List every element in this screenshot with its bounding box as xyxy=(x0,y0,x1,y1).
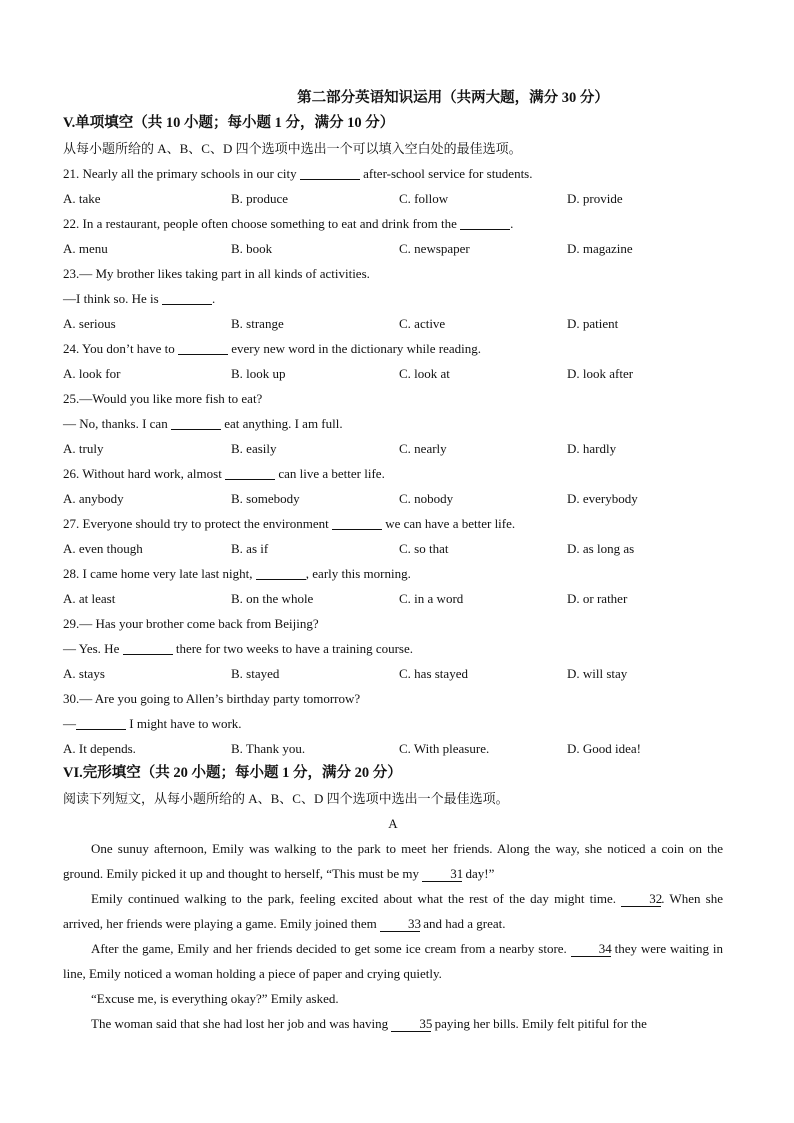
stem-text: , early this morning. xyxy=(305,566,411,581)
passage-label: A xyxy=(388,816,398,831)
question-stem xyxy=(63,636,723,661)
stem-text: 28. I came home very late last night, xyxy=(63,566,256,581)
question-stem xyxy=(63,461,723,486)
part-title: 第二部分英语知识运用（共两大题，满分 30 分） xyxy=(297,90,609,106)
option-a: A. serious xyxy=(63,316,116,331)
answer-blank xyxy=(332,515,382,530)
stem-text: 21. Nearly all the primary schools in our city xyxy=(63,166,300,181)
stem-text: —I think so. He is xyxy=(63,291,162,306)
question-prompt: 29.— Has your brother come back from Beijing? xyxy=(63,616,319,631)
question-stem xyxy=(63,411,723,436)
stem-text: 24. You don’t have to xyxy=(63,341,178,356)
blank-31: 31 xyxy=(422,866,462,882)
option-d: D. look after xyxy=(567,366,634,381)
option-c: C. has stayed xyxy=(399,666,468,681)
paragraph-text: The woman said that she had lost her job and was having xyxy=(91,1016,392,1031)
option-row xyxy=(63,661,723,686)
option-b: B. look up xyxy=(231,366,286,381)
section-5-instruction: 从每小题所给的 A、B、C、D 四个选项中选出一个可以填入空白处的最佳选项。 xyxy=(63,141,522,156)
option-c: C. so that xyxy=(399,541,449,556)
stem-text: I might have to work. xyxy=(126,716,242,731)
option-c: C. nearly xyxy=(399,441,447,456)
question-26 xyxy=(63,461,723,511)
question-27 xyxy=(63,511,723,561)
option-c: C. in a word xyxy=(399,591,464,606)
answer-blank xyxy=(460,215,510,230)
blank-34: 34 xyxy=(571,941,611,957)
option-row xyxy=(63,361,723,386)
paragraph-text: day!” xyxy=(462,866,495,881)
option-b: B. as if xyxy=(231,541,269,556)
option-a: A. menu xyxy=(63,241,108,256)
stem-text: can live a better life. xyxy=(275,466,385,481)
section-6-instruction: 阅读下列短文，从每小题所给的 A、B、C、D 四个选项中选出一个最佳选项。 xyxy=(63,791,509,806)
option-c: C. With pleasure. xyxy=(399,741,490,756)
option-d: D. patient xyxy=(567,316,619,331)
option-b: B. easily xyxy=(231,441,277,456)
question-stem xyxy=(63,161,723,186)
paragraph-text: they were waiting in line, Emily noticed a woman holding a piece of paper and crying quietly. xyxy=(63,941,723,981)
option-a: A. even though xyxy=(63,541,143,556)
option-d: D. magazine xyxy=(567,241,633,256)
question-stem xyxy=(63,511,723,536)
question-prompt: 25.—Would you like more fish to eat? xyxy=(63,391,263,406)
stem-text: . xyxy=(510,216,514,231)
option-a: A. stays xyxy=(63,666,105,681)
blank-32: 32 xyxy=(621,891,661,907)
blank-35: 35 xyxy=(391,1016,431,1032)
option-row xyxy=(63,536,723,561)
question-25 xyxy=(63,386,723,461)
question-stem xyxy=(63,286,723,311)
section-5-title: V.单项填空（共 10 小题；每小题 1 分，满分 10 分） xyxy=(63,115,395,131)
question-28 xyxy=(63,561,723,611)
exam-page xyxy=(63,86,723,1036)
paragraph-text: paying her bills. Emily felt pitiful for the xyxy=(431,1016,647,1031)
passage-paragraph-1 xyxy=(63,836,723,886)
option-c: C. active xyxy=(399,316,446,331)
answer-blank xyxy=(171,415,221,430)
question-prompt: 23.— My brother likes taking part in all kinds of activities. xyxy=(63,266,370,281)
option-c: C. look at xyxy=(399,366,450,381)
answer-blank xyxy=(256,565,306,580)
option-d: D. will stay xyxy=(567,666,628,681)
passage-paragraph-5 xyxy=(63,1011,723,1036)
passage-paragraph-2 xyxy=(63,886,723,936)
question-stem xyxy=(63,336,723,361)
option-a: A. look for xyxy=(63,366,121,381)
option-c: C. nobody xyxy=(399,491,454,506)
stem-text: — xyxy=(63,716,76,731)
option-b: B. strange xyxy=(231,316,284,331)
option-row xyxy=(63,186,723,211)
answer-blank xyxy=(76,715,126,730)
question-21 xyxy=(63,161,723,211)
question-30 xyxy=(63,686,723,761)
answer-blank xyxy=(178,340,228,355)
section-6-title: VI.完形填空（共 20 小题；每小题 1 分，满分 20 分） xyxy=(63,765,402,781)
stem-text: we can have a better life. xyxy=(381,516,516,531)
option-d: D. provide xyxy=(567,191,623,206)
paragraph-text: One sunuy afternoon, Emily was walking to the park to meet her friends. Along the way, she noticed a coin on the ground. Emily picked it up and thought to herself, “This must be my xyxy=(63,841,723,881)
option-b: B. produce xyxy=(231,191,289,206)
stem-text: every new word in the dictionary while reading. xyxy=(227,341,482,356)
option-b: B. somebody xyxy=(231,491,300,506)
option-b: B. Thank you. xyxy=(231,741,306,756)
paragraph-text: . When she arrived, her friends were playing a game. Emily joined them xyxy=(63,891,723,931)
question-stem xyxy=(63,211,723,236)
option-a: A. It depends. xyxy=(63,741,136,756)
answer-blank xyxy=(123,640,173,655)
question-29 xyxy=(63,611,723,686)
option-d: D. everybody xyxy=(567,491,638,506)
question-stem xyxy=(63,561,723,586)
stem-text: . xyxy=(211,291,216,306)
option-row xyxy=(63,486,723,511)
stem-text: 22. In a restaurant, people often choose something to eat and drink from the xyxy=(63,216,461,231)
option-a: A. truly xyxy=(63,441,104,456)
paragraph-text: Emily continued walking to the park, feeling excited about what the rest of the day might time. xyxy=(91,891,622,906)
option-row xyxy=(63,236,723,261)
option-a: A. anybody xyxy=(63,491,124,506)
option-d: D. Good idea! xyxy=(567,741,642,756)
option-c: C. follow xyxy=(399,191,449,206)
option-b: B. book xyxy=(231,241,273,256)
option-b: B. on the whole xyxy=(231,591,314,606)
answer-blank xyxy=(225,465,275,480)
stem-text: eat anything. I am full. xyxy=(220,416,343,431)
stem-text: after-school service for students. xyxy=(359,166,533,181)
answer-blank xyxy=(162,290,212,305)
option-row xyxy=(63,736,723,761)
option-a: A. at least xyxy=(63,591,116,606)
blank-33: 33 xyxy=(380,916,420,932)
option-row xyxy=(63,436,723,461)
question-stem xyxy=(63,711,723,736)
option-row xyxy=(63,311,723,336)
option-c: C. newspaper xyxy=(399,241,470,256)
stem-text: there for two weeks to have a training course. xyxy=(172,641,414,656)
stem-text: — Yes. He xyxy=(63,641,123,656)
stem-text: 27. Everyone should try to protect the environment xyxy=(63,516,332,531)
option-d: D. hardly xyxy=(567,441,617,456)
option-d: D. or rather xyxy=(567,591,628,606)
question-22 xyxy=(63,211,723,261)
paragraph-text: After the game, Emily and her friends decided to get some ice cream from a nearby store. xyxy=(91,941,571,956)
question-24 xyxy=(63,336,723,386)
option-d: D. as long as xyxy=(567,541,635,556)
question-prompt: 30.— Are you going to Allen’s birthday party tomorrow? xyxy=(63,691,361,706)
paragraph-text: and had a great. xyxy=(419,916,506,931)
option-a: A. take xyxy=(63,191,101,206)
option-row xyxy=(63,586,723,611)
answer-blank xyxy=(300,165,360,180)
question-list xyxy=(63,161,723,761)
passage-paragraph-3 xyxy=(63,936,723,986)
passage-paragraph-4: “Excuse me, is everything okay?” Emily asked. xyxy=(91,991,339,1006)
option-b: B. stayed xyxy=(231,666,280,681)
question-23 xyxy=(63,261,723,336)
stem-text: 26. Without hard work, almost xyxy=(63,466,226,481)
stem-text: — No, thanks. I can xyxy=(63,416,171,431)
